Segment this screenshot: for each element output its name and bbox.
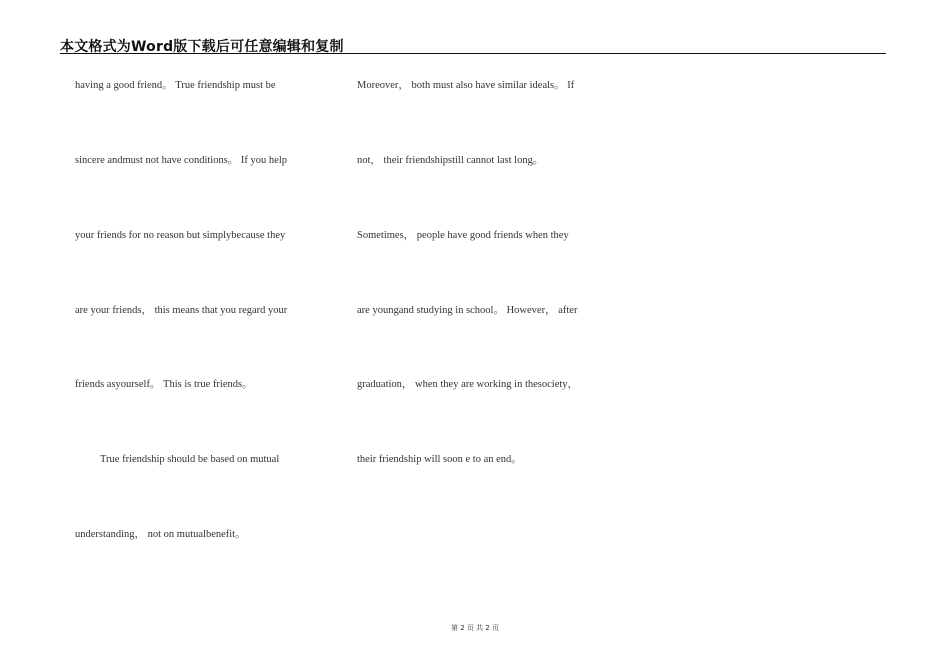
header-divider — [60, 53, 886, 54]
text-line: are youngand studying in school。 However， after — [357, 305, 578, 316]
text-line: Moreover， both must also have similar ideals。 If — [357, 80, 575, 91]
text-line: their friendship will soon e to an end。 — [357, 454, 522, 465]
page-header-title: 本文格式为Word版下载后可任意编辑和复制 — [60, 39, 344, 55]
text-line: your friends for no reason but simplybecause they — [75, 230, 286, 241]
text-line: having a good friend。 True friendship must be — [75, 80, 276, 91]
text-line: not， their friendshipstill cannot last long。 — [357, 155, 544, 166]
text-line: sincere andmust not have conditions。 If you help — [75, 155, 287, 166]
text-line: friends asyourself。 This is true friends。 — [75, 379, 253, 390]
paragraph-start-line: True friendship should be based on mutual — [100, 454, 280, 465]
text-line: graduation， when they are working in thesociety， — [357, 379, 579, 390]
text-line: understanding， not on mutualbenefit。 — [75, 529, 246, 540]
text-line: are your friends， this means that you regard your — [75, 305, 288, 316]
text-line: Sometimes， people have good friends when they — [357, 230, 569, 241]
page-number-footer: 第 2 页 共 2 页 — [450, 624, 500, 632]
